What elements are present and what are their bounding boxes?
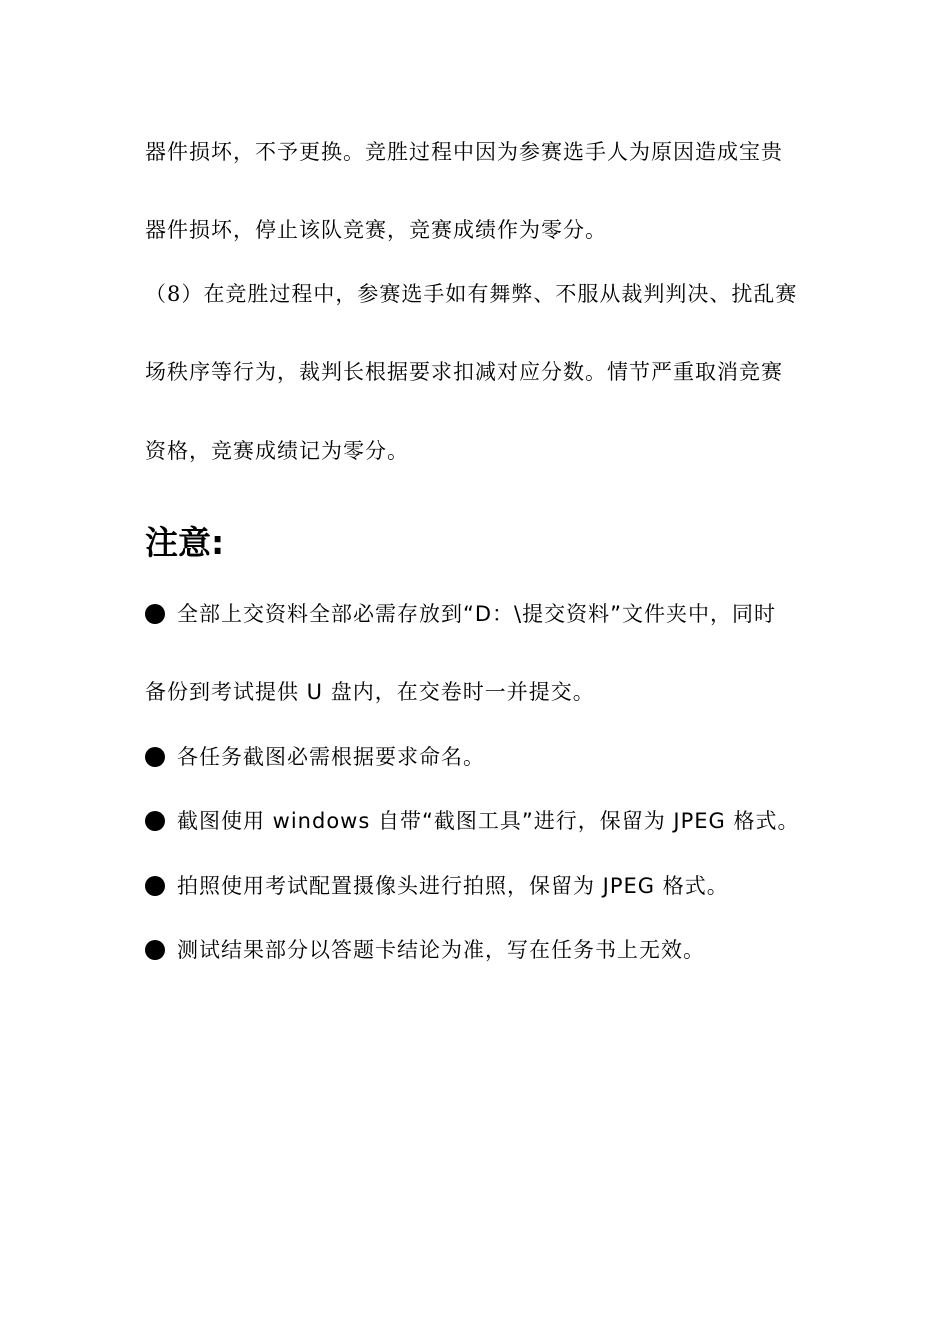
paragraph-line: 器件损坏，停止该队竞赛，竞赛成绩作为零分。: [145, 218, 607, 242]
notice-item-text: 拍照使用考试配置摄像头进行拍照，保留为 JPEG 格式。: [177, 874, 729, 898]
paragraph-line: 资格，竞赛成绩记为零分。: [145, 439, 409, 463]
bullet-icon: [145, 876, 165, 896]
notice-item: [145, 743, 485, 771]
notice-item: [145, 936, 705, 964]
notice-item-text: 全部上交资料全部必需存放到“D：\提交资料”文件夹中，同时: [177, 602, 777, 626]
notice-item: [145, 872, 729, 900]
paragraph-line: 器件损坏，不予更换。竞胜过程中因为参赛选手人为原因造成宝贵: [145, 140, 783, 164]
bullet-icon: [145, 940, 165, 960]
notice-heading: 注意:: [145, 523, 225, 562]
notice-item: [145, 807, 799, 835]
bullet-icon: [145, 604, 165, 624]
notice-item-text: 测试结果部分以答题卡结论为准，写在任务书上无效。: [177, 938, 705, 962]
notice-item-continuation: 备份到考试提供 U 盘内，在交卷时一并提交。: [145, 680, 595, 704]
notice-item: [145, 600, 776, 628]
paragraph-line: （8）在竞胜过程中，参赛选手如有舞弊、不服从裁判判决、扰乱赛: [145, 282, 798, 306]
bullet-icon: [145, 747, 165, 767]
paragraph-line: 场秩序等行为，裁判长根据要求扣减对应分数。情节严重取消竞赛: [145, 360, 783, 384]
notice-item-text: 截图使用 windows 自带“截图工具”进行，保留为 JPEG 格式。: [177, 809, 800, 833]
bullet-icon: [145, 811, 165, 831]
notice-item-text: 各任务截图必需根据要求命名。: [177, 745, 485, 769]
